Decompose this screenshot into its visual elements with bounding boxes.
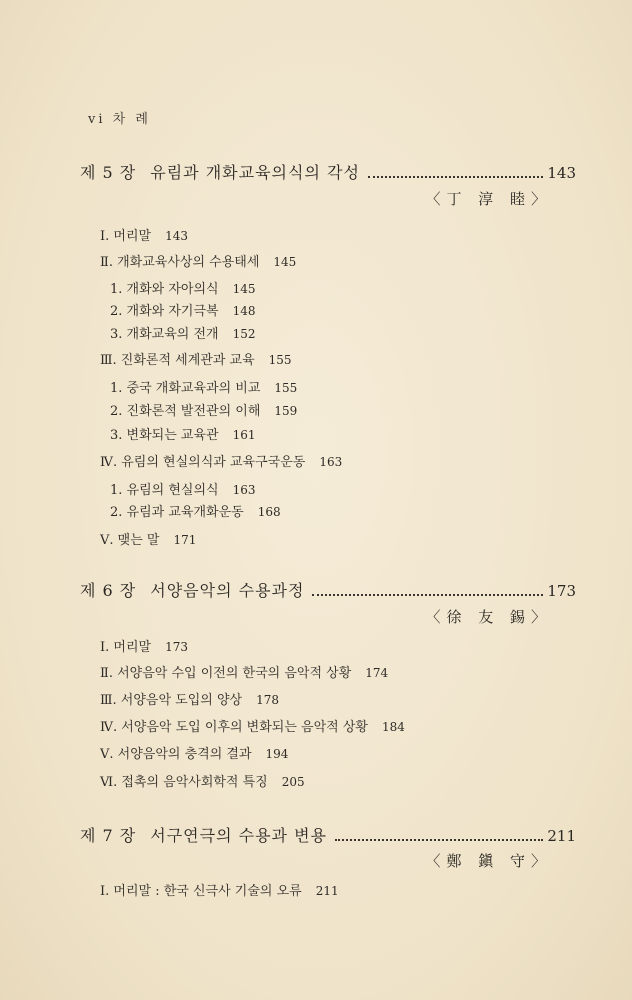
toc-section: Ⅵ. 접촉의 음악사회학적 특징 205 [100, 775, 305, 790]
toc-subsection: 3. 개화교육의 전개 152 [110, 327, 256, 342]
toc-section: Ⅰ. 머리말 : 한국 신극사 기술의 오류 211 [100, 884, 339, 899]
toc-section: Ⅴ. 맺는 말 171 [100, 533, 197, 548]
toc-section: Ⅰ. 머리말 173 [100, 640, 188, 655]
toc-section: Ⅲ. 서양음악 도입의 양상 178 [100, 693, 279, 708]
toc-subsection: 3. 변화되는 교육관 161 [110, 428, 256, 443]
toc-subsection: 2. 개화와 자기극복 148 [110, 304, 256, 319]
chapter-heading [80, 160, 576, 183]
chapter-author: 〈丁 淳 睦〉 [425, 190, 552, 208]
chapter-page: 211 [547, 827, 576, 845]
chapter-heading [80, 823, 576, 846]
toc-section: Ⅱ. 개화교육사상의 수용태세 145 [100, 255, 297, 270]
toc-section: Ⅴ. 서양음악의 충격의 결과 194 [100, 747, 289, 762]
toc-section: Ⅳ. 유림의 현실의식과 교육구국운동 163 [100, 455, 343, 470]
toc-section: Ⅰ. 머리말 143 [100, 229, 188, 244]
chapter-page: 143 [547, 164, 576, 182]
toc-subsection: 2. 유림과 교육개화운동 168 [110, 505, 281, 520]
chapter-author: 〈徐 友 錫〉 [425, 608, 552, 626]
toc-section: Ⅲ. 진화론적 세계관과 교육 155 [100, 353, 292, 368]
chapter-number: 제 6 장 [80, 581, 137, 600]
chapter-number: 제 7 장 [80, 826, 137, 845]
chapter-number: 제 5 장 [80, 163, 137, 182]
toc-section: Ⅱ. 서양음악 수입 이전의 한국의 음악적 상황 174 [100, 666, 389, 681]
toc-subsection: 1. 유림의 현실의식 163 [110, 483, 256, 498]
chapter-page: 173 [547, 582, 576, 600]
chapter-title: 서양음악의 수용과정 [150, 581, 305, 600]
dot-leader [312, 594, 543, 596]
dot-leader [368, 176, 543, 178]
toc-subsection: 1. 중국 개화교육과의 비교 155 [110, 381, 298, 396]
running-head: vi 차 례 [88, 112, 151, 127]
chapter-author: 〈鄭 鎭 守〉 [425, 852, 552, 870]
chapter-title: 유림과 개화교육의식의 각성 [150, 163, 360, 182]
toc-subsection: 2. 진화론적 발전관의 이해 159 [110, 404, 298, 419]
chapter-heading [80, 578, 576, 601]
chapter-title: 서구연극의 수용과 변용 [150, 826, 327, 845]
toc-section: Ⅳ. 서양음악 도입 이후의 변화되는 음악적 상황 184 [100, 720, 405, 735]
toc-subsection: 1. 개화와 자아의식 145 [110, 282, 256, 297]
dot-leader [335, 839, 543, 841]
